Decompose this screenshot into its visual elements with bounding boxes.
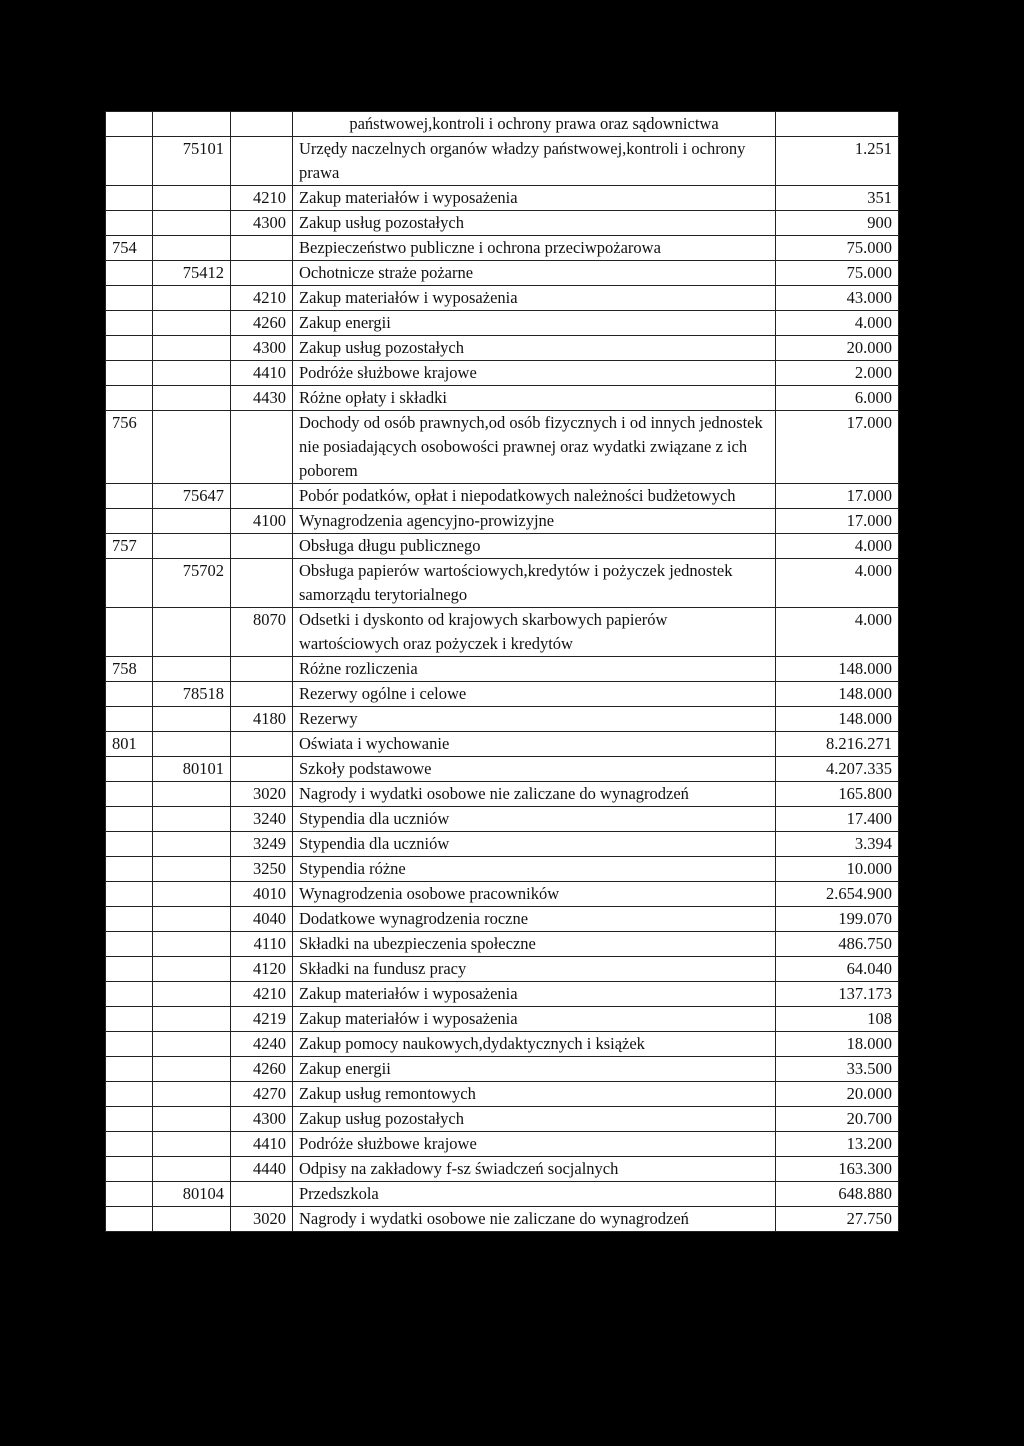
- division-cell: 757: [106, 534, 153, 559]
- paragraph-cell: 4210: [231, 982, 293, 1007]
- paragraph-cell: [231, 559, 293, 608]
- description-cell: Podróże służbowe krajowe: [293, 1132, 776, 1157]
- description-cell: Odpisy na zakładowy f-sz świadczeń socjalnych: [293, 1157, 776, 1182]
- paragraph-cell: 3249: [231, 832, 293, 857]
- amount-cell: 148.000: [776, 682, 899, 707]
- paragraph-cell: [231, 411, 293, 484]
- table-row: [106, 1107, 899, 1132]
- amount-cell: 199.070: [776, 907, 899, 932]
- division-cell: [106, 682, 153, 707]
- amount-cell: 75.000: [776, 261, 899, 286]
- chapter-cell: 80104: [153, 1182, 231, 1207]
- table-row: [106, 932, 899, 957]
- description-cell: Odsetki i dyskonto od krajowych skarbowych papierów wartościowych oraz pożyczek i kredytów: [293, 608, 776, 657]
- division-cell: 758: [106, 657, 153, 682]
- table-row: [106, 807, 899, 832]
- table-row: [106, 857, 899, 882]
- division-cell: [106, 807, 153, 832]
- division-cell: [106, 982, 153, 1007]
- paragraph-cell: [231, 112, 293, 137]
- amount-cell: 20.000: [776, 336, 899, 361]
- description-cell: Ochotnicze straże pożarne: [293, 261, 776, 286]
- table-row: [106, 1032, 899, 1057]
- amount-cell: 8.216.271: [776, 732, 899, 757]
- paragraph-cell: 4410: [231, 361, 293, 386]
- paragraph-cell: 3020: [231, 782, 293, 807]
- table-row: [106, 1207, 899, 1232]
- table-row: [106, 782, 899, 807]
- paragraph-cell: [231, 1182, 293, 1207]
- description-cell: Wynagrodzenia agencyjno-prowizyjne: [293, 509, 776, 534]
- amount-cell: 17.000: [776, 411, 899, 484]
- chapter-cell: [153, 782, 231, 807]
- chapter-cell: [153, 957, 231, 982]
- paragraph-cell: 4210: [231, 186, 293, 211]
- table-row: [106, 1007, 899, 1032]
- amount-cell: 108: [776, 1007, 899, 1032]
- description-cell: Zakup materiałów i wyposażenia: [293, 1007, 776, 1032]
- division-cell: [106, 286, 153, 311]
- description-cell: Oświata i wychowanie: [293, 732, 776, 757]
- chapter-cell: [153, 882, 231, 907]
- division-cell: [106, 1082, 153, 1107]
- description-cell: Dodatkowe wynagrodzenia roczne: [293, 907, 776, 932]
- table-row: [106, 336, 899, 361]
- description-cell: Podróże służbowe krajowe: [293, 361, 776, 386]
- table-row: [106, 1182, 899, 1207]
- division-cell: [106, 1157, 153, 1182]
- amount-cell: 17.400: [776, 807, 899, 832]
- table-row: [106, 211, 899, 236]
- amount-cell: 648.880: [776, 1182, 899, 1207]
- table-row: [106, 1132, 899, 1157]
- chapter-cell: [153, 236, 231, 261]
- chapter-cell: 75101: [153, 137, 231, 186]
- description-cell: Wynagrodzenia osobowe pracowników: [293, 882, 776, 907]
- table-row: [106, 261, 899, 286]
- description-cell: Zakup usług pozostałych: [293, 211, 776, 236]
- division-cell: [106, 509, 153, 534]
- description-cell: Obsługa papierów wartościowych,kredytów i pożyczek jednostek samorządu terytorialnego: [293, 559, 776, 608]
- description-cell: Zakup usług remontowych: [293, 1082, 776, 1107]
- description-cell: Różne opłaty i składki: [293, 386, 776, 411]
- table-row: [106, 682, 899, 707]
- division-cell: [106, 707, 153, 732]
- amount-cell: 4.000: [776, 608, 899, 657]
- division-cell: [106, 1032, 153, 1057]
- chapter-cell: [153, 907, 231, 932]
- paragraph-cell: 3020: [231, 1207, 293, 1232]
- table-row: [106, 286, 899, 311]
- paragraph-cell: [231, 137, 293, 186]
- budget-table-body: [106, 112, 899, 1232]
- description-cell: Stypendia różne: [293, 857, 776, 882]
- division-cell: [106, 361, 153, 386]
- table-row: [106, 982, 899, 1007]
- amount-cell: 75.000: [776, 236, 899, 261]
- division-cell: [106, 608, 153, 657]
- description-cell: Dochody od osób prawnych,od osób fizycznych i od innych jednostek nie posiadających osobowości prawnej oraz wydatki związane z ich poborem: [293, 411, 776, 484]
- chapter-cell: [153, 286, 231, 311]
- table-row: [106, 386, 899, 411]
- chapter-cell: 78518: [153, 682, 231, 707]
- amount-cell: 165.800: [776, 782, 899, 807]
- table-row: [106, 957, 899, 982]
- table-row: [106, 311, 899, 336]
- table-row: [106, 1157, 899, 1182]
- paragraph-cell: 4180: [231, 707, 293, 732]
- chapter-cell: [153, 1132, 231, 1157]
- table-row: [106, 559, 899, 608]
- amount-cell: 2.654.900: [776, 882, 899, 907]
- chapter-cell: [153, 832, 231, 857]
- paragraph-cell: 4270: [231, 1082, 293, 1107]
- paragraph-cell: 4210: [231, 286, 293, 311]
- description-cell: Nagrody i wydatki osobowe nie zaliczane do wynagrodzeń: [293, 782, 776, 807]
- description-cell: Różne rozliczenia: [293, 657, 776, 682]
- amount-cell: 4.000: [776, 534, 899, 559]
- table-row: [106, 411, 899, 484]
- description-cell: Stypendia dla uczniów: [293, 807, 776, 832]
- chapter-cell: [153, 509, 231, 534]
- amount-cell: 137.173: [776, 982, 899, 1007]
- amount-cell: 27.750: [776, 1207, 899, 1232]
- division-cell: [106, 186, 153, 211]
- amount-cell: 486.750: [776, 932, 899, 957]
- paragraph-cell: 4240: [231, 1032, 293, 1057]
- description-cell: Zakup energii: [293, 1057, 776, 1082]
- table-row: [106, 137, 899, 186]
- amount-cell: 148.000: [776, 657, 899, 682]
- table-row: [106, 509, 899, 534]
- chapter-cell: [153, 1032, 231, 1057]
- chapter-cell: [153, 1082, 231, 1107]
- paragraph-cell: [231, 657, 293, 682]
- amount-cell: 3.394: [776, 832, 899, 857]
- division-cell: [106, 1057, 153, 1082]
- amount-cell: 20.700: [776, 1107, 899, 1132]
- chapter-cell: 75412: [153, 261, 231, 286]
- division-cell: [106, 1007, 153, 1032]
- division-cell: [106, 832, 153, 857]
- chapter-cell: [153, 732, 231, 757]
- paragraph-cell: [231, 261, 293, 286]
- amount-cell: 2.000: [776, 361, 899, 386]
- division-cell: [106, 211, 153, 236]
- amount-cell: 351: [776, 186, 899, 211]
- paragraph-cell: [231, 484, 293, 509]
- paragraph-cell: [231, 757, 293, 782]
- division-cell: 756: [106, 411, 153, 484]
- paragraph-cell: 8070: [231, 608, 293, 657]
- budget-table: [105, 111, 899, 1232]
- amount-cell: 20.000: [776, 1082, 899, 1107]
- paragraph-cell: 4300: [231, 1107, 293, 1132]
- amount-cell: 33.500: [776, 1057, 899, 1082]
- table-row: [106, 1082, 899, 1107]
- division-cell: [106, 336, 153, 361]
- paragraph-cell: 4110: [231, 932, 293, 957]
- chapter-cell: [153, 807, 231, 832]
- description-cell: Szkoły podstawowe: [293, 757, 776, 782]
- description-cell: państwowej,kontroli i ochrony prawa oraz sądownictwa: [293, 112, 776, 137]
- chapter-cell: [153, 534, 231, 559]
- chapter-cell: [153, 211, 231, 236]
- division-cell: [106, 559, 153, 608]
- chapter-cell: [153, 386, 231, 411]
- paragraph-cell: 4010: [231, 882, 293, 907]
- paragraph-cell: [231, 534, 293, 559]
- chapter-cell: [153, 336, 231, 361]
- table-row: [106, 361, 899, 386]
- table-row: [106, 757, 899, 782]
- chapter-cell: [153, 982, 231, 1007]
- table-row: [106, 484, 899, 509]
- chapter-cell: [153, 608, 231, 657]
- chapter-cell: [153, 411, 231, 484]
- amount-cell: [776, 112, 899, 137]
- chapter-cell: [153, 1007, 231, 1032]
- amount-cell: 163.300: [776, 1157, 899, 1182]
- paragraph-cell: [231, 236, 293, 261]
- paragraph-cell: [231, 682, 293, 707]
- amount-cell: 4.000: [776, 559, 899, 608]
- paragraph-cell: 4440: [231, 1157, 293, 1182]
- division-cell: 754: [106, 236, 153, 261]
- chapter-cell: [153, 361, 231, 386]
- chapter-cell: [153, 1057, 231, 1082]
- description-cell: Zakup materiałów i wyposażenia: [293, 186, 776, 211]
- table-row: [106, 707, 899, 732]
- amount-cell: 4.000: [776, 311, 899, 336]
- table-row: [106, 907, 899, 932]
- chapter-cell: 80101: [153, 757, 231, 782]
- division-cell: [106, 907, 153, 932]
- table-row: [106, 882, 899, 907]
- chapter-cell: [153, 707, 231, 732]
- amount-cell: 13.200: [776, 1132, 899, 1157]
- table-row: [106, 832, 899, 857]
- amount-cell: 64.040: [776, 957, 899, 982]
- chapter-cell: [153, 311, 231, 336]
- paragraph-cell: 4260: [231, 311, 293, 336]
- division-cell: [106, 882, 153, 907]
- division-cell: [106, 857, 153, 882]
- amount-cell: 10.000: [776, 857, 899, 882]
- amount-cell: 17.000: [776, 484, 899, 509]
- description-cell: Stypendia dla uczniów: [293, 832, 776, 857]
- description-cell: Pobór podatków, opłat i niepodatkowych należności budżetowych: [293, 484, 776, 509]
- description-cell: Zakup usług pozostałych: [293, 1107, 776, 1132]
- division-cell: [106, 1107, 153, 1132]
- chapter-cell: [153, 857, 231, 882]
- chapter-cell: [153, 1207, 231, 1232]
- table-row: [106, 112, 899, 137]
- table-row: [106, 732, 899, 757]
- description-cell: Składki na fundusz pracy: [293, 957, 776, 982]
- paragraph-cell: 4040: [231, 907, 293, 932]
- amount-cell: 6.000: [776, 386, 899, 411]
- division-cell: [106, 782, 153, 807]
- paragraph-cell: 4300: [231, 211, 293, 236]
- division-cell: [106, 261, 153, 286]
- amount-cell: 4.207.335: [776, 757, 899, 782]
- description-cell: Składki na ubezpieczenia społeczne: [293, 932, 776, 957]
- chapter-cell: [153, 932, 231, 957]
- table-row: [106, 186, 899, 211]
- description-cell: Rezerwy: [293, 707, 776, 732]
- chapter-cell: [153, 1107, 231, 1132]
- chapter-cell: [153, 186, 231, 211]
- chapter-cell: [153, 1157, 231, 1182]
- division-cell: [106, 484, 153, 509]
- table-row: [106, 236, 899, 261]
- amount-cell: 18.000: [776, 1032, 899, 1057]
- division-cell: 801: [106, 732, 153, 757]
- division-cell: [106, 311, 153, 336]
- description-cell: Zakup materiałów i wyposażenia: [293, 286, 776, 311]
- paragraph-cell: 4100: [231, 509, 293, 534]
- chapter-cell: 75647: [153, 484, 231, 509]
- description-cell: Urzędy naczelnych organów władzy państwowej,kontroli i ochrony prawa: [293, 137, 776, 186]
- table-row: [106, 657, 899, 682]
- description-cell: Nagrody i wydatki osobowe nie zaliczane do wynagrodzeń: [293, 1207, 776, 1232]
- table-row: [106, 534, 899, 559]
- paragraph-cell: 4430: [231, 386, 293, 411]
- paragraph-cell: 4260: [231, 1057, 293, 1082]
- paragraph-cell: 4300: [231, 336, 293, 361]
- division-cell: [106, 757, 153, 782]
- division-cell: [106, 137, 153, 186]
- description-cell: Rezerwy ogólne i celowe: [293, 682, 776, 707]
- description-cell: Zakup usług pozostałych: [293, 336, 776, 361]
- division-cell: [106, 932, 153, 957]
- description-cell: Obsługa długu publicznego: [293, 534, 776, 559]
- amount-cell: 1.251: [776, 137, 899, 186]
- description-cell: Przedszkola: [293, 1182, 776, 1207]
- amount-cell: 17.000: [776, 509, 899, 534]
- amount-cell: 43.000: [776, 286, 899, 311]
- table-row: [106, 1057, 899, 1082]
- division-cell: [106, 112, 153, 137]
- description-cell: Zakup pomocy naukowych,dydaktycznych i książek: [293, 1032, 776, 1057]
- paragraph-cell: [231, 732, 293, 757]
- paragraph-cell: 4219: [231, 1007, 293, 1032]
- description-cell: Zakup materiałów i wyposażenia: [293, 982, 776, 1007]
- amount-cell: 900: [776, 211, 899, 236]
- division-cell: [106, 1207, 153, 1232]
- paragraph-cell: 4120: [231, 957, 293, 982]
- division-cell: [106, 1182, 153, 1207]
- paragraph-cell: 4410: [231, 1132, 293, 1157]
- division-cell: [106, 386, 153, 411]
- chapter-cell: [153, 657, 231, 682]
- division-cell: [106, 1132, 153, 1157]
- paragraph-cell: 3240: [231, 807, 293, 832]
- chapter-cell: 75702: [153, 559, 231, 608]
- description-cell: Zakup energii: [293, 311, 776, 336]
- paragraph-cell: 3250: [231, 857, 293, 882]
- amount-cell: 148.000: [776, 707, 899, 732]
- chapter-cell: [153, 112, 231, 137]
- table-row: [106, 608, 899, 657]
- description-cell: Bezpieczeństwo publiczne i ochrona przeciwpożarowa: [293, 236, 776, 261]
- division-cell: [106, 957, 153, 982]
